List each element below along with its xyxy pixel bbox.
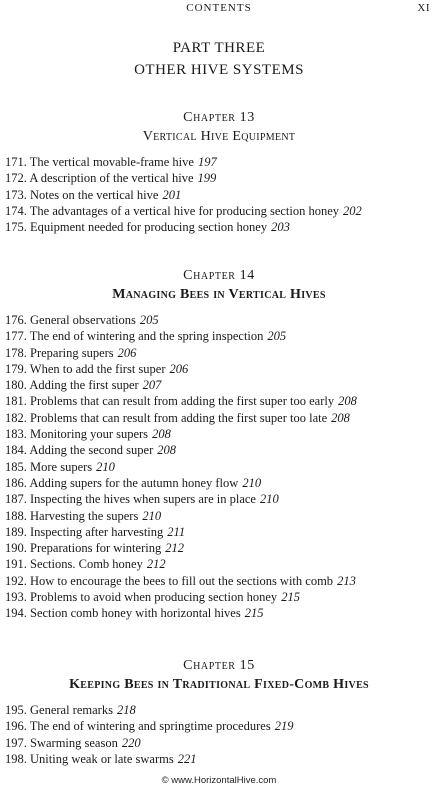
entry-page-number: 212 — [165, 541, 184, 556]
toc-entry[interactable] — [5, 393, 430, 409]
toc-entry[interactable] — [5, 702, 430, 718]
chapter-title: Keeping Bees in Traditional Fixed-Comb Hives — [69, 677, 369, 692]
entry-page-number: 199 — [197, 171, 217, 186]
entry-page-number: 215 — [244, 606, 264, 621]
entry-page-number: 212 — [146, 557, 166, 572]
entry-number: 174. — [5, 203, 27, 218]
entry-page-number: 208 — [157, 443, 176, 458]
toc-entry[interactable] — [5, 751, 430, 767]
entry-title: The advantages of a vertical hive for producing section honey — [29, 203, 340, 218]
entry-title: Harvesting the supers — [30, 508, 139, 523]
entry-number: 197. — [5, 735, 27, 750]
entry-number: 181. — [5, 394, 27, 409]
entry-page-number: 208 — [331, 410, 350, 425]
toc-entry[interactable] — [5, 459, 430, 475]
entry-number: 186. — [5, 475, 27, 490]
entry-title: General observations — [30, 313, 136, 327]
entry-number: 193. — [5, 590, 27, 605]
entry-title: Problems that can result from adding the first super too early — [30, 394, 335, 409]
chapter-number: Chapter 15 — [183, 658, 255, 673]
entry-page-number: 218 — [116, 703, 136, 717]
entry-number: 171. — [5, 155, 27, 169]
chapter-number: Chapter 13 — [183, 110, 255, 125]
footer-copyright[interactable]: © www.HorizontalHive.com — [161, 775, 277, 786]
toc-entry[interactable] — [5, 312, 430, 328]
entry-page-number: 208 — [152, 427, 171, 442]
entry-page-number: 219 — [274, 719, 294, 734]
toc-entry[interactable] — [5, 328, 430, 344]
chapter-15-entries — [5, 702, 430, 767]
chapter-14-entries — [5, 312, 430, 622]
toc-entry[interactable] — [5, 735, 430, 751]
toc-entry[interactable] — [5, 508, 430, 524]
entry-page-number: 207 — [142, 378, 162, 393]
entry-number: 183. — [5, 427, 27, 442]
part-number: PART THREE — [172, 40, 266, 56]
chapter-heading-15 — [0, 656, 438, 694]
entry-title: Swarming season — [30, 735, 118, 750]
entry-title: Section comb honey with horizontal hives — [30, 606, 241, 621]
entry-page-number: 201 — [162, 187, 182, 202]
entry-number: 179. — [5, 361, 27, 376]
entry-page-number: 215 — [281, 590, 300, 605]
entry-page-number: 197 — [197, 155, 217, 169]
entry-number: 188. — [5, 508, 27, 523]
entry-page-number: 220 — [121, 735, 141, 750]
entry-page-number: 210 — [142, 508, 162, 523]
entry-title: The vertical movable-frame hive — [29, 155, 194, 169]
entry-number: 176. — [5, 313, 27, 327]
entry-title: Preparations for wintering — [30, 541, 162, 556]
running-head-page-number: XI — [417, 2, 430, 14]
toc-entry[interactable] — [5, 361, 430, 377]
entry-number: 185. — [5, 459, 27, 474]
entry-number: 178. — [5, 345, 27, 360]
entry-number: 195. — [5, 703, 27, 717]
toc-entry[interactable] — [5, 170, 430, 186]
entry-title: Adding the first super — [29, 378, 139, 393]
entry-title: The end of wintering and the spring inspection — [29, 329, 264, 344]
chapter-number: Chapter 14 — [183, 268, 255, 283]
toc-entry[interactable] — [5, 154, 430, 170]
entry-title: When to add the first super — [29, 361, 166, 376]
toc-entry[interactable] — [5, 345, 430, 361]
entry-number: 184. — [5, 443, 27, 458]
entry-number: 175. — [5, 220, 27, 235]
toc-entry[interactable] — [5, 187, 430, 203]
entry-page-number: 211 — [167, 524, 186, 539]
entry-page-number: 221 — [177, 751, 197, 766]
entry-number: 192. — [5, 573, 27, 588]
toc-entry[interactable] — [5, 203, 430, 219]
entry-title: A description of the vertical hive — [29, 171, 194, 186]
entry-page-number: 206 — [117, 345, 137, 360]
chapter-heading-13 — [0, 108, 438, 146]
toc-entry[interactable] — [5, 524, 430, 540]
toc-entry[interactable] — [5, 605, 430, 621]
entry-title: Inspecting the hives when supers are in place — [30, 492, 256, 507]
running-head — [0, 2, 438, 16]
entry-title: Preparing supers — [30, 345, 114, 360]
entry-page-number: 205 — [139, 313, 159, 327]
entry-title: Adding supers for the autumn honey flow — [29, 475, 239, 490]
toc-entry[interactable] — [5, 491, 430, 507]
entry-number: 196. — [5, 719, 27, 734]
entry-page-number: 210 — [259, 492, 279, 507]
entry-title: Sections. Comb honey — [30, 557, 143, 572]
entry-title: Notes on the vertical hive — [30, 187, 159, 202]
entry-page-number: 210 — [242, 475, 262, 490]
entry-page-number: 205 — [267, 329, 287, 344]
entry-number: 187. — [5, 492, 27, 507]
toc-entry[interactable] — [5, 573, 430, 589]
entry-title: Equipment needed for producing section honey — [30, 220, 268, 235]
entry-title: How to encourage the bees to fill out the sections with comb — [30, 573, 334, 588]
entry-title: General remarks — [30, 703, 113, 717]
chapter-title: Managing Bees in Vertical Hives — [112, 287, 326, 302]
entry-number: 172. — [5, 171, 27, 186]
entry-number: 194. — [5, 606, 27, 621]
running-head-title: CONTENTS — [186, 2, 252, 14]
entry-title: Problems that can result from adding the first super too late — [30, 410, 328, 425]
entry-title: Problems to avoid when producing section honey — [30, 590, 278, 605]
toc-entry[interactable] — [5, 540, 430, 556]
entry-title: More supers — [30, 459, 93, 474]
entry-page-number: 213 — [337, 573, 356, 588]
entry-number: 189. — [5, 524, 27, 539]
part-heading — [0, 37, 438, 81]
chapter-heading-14 — [0, 266, 438, 304]
part-title: OTHER HIVE SYSTEMS — [134, 62, 304, 78]
toc-entry[interactable] — [5, 410, 430, 426]
entry-number: 191. — [5, 557, 27, 572]
chapter-title: Vertical Hive Equipment — [142, 129, 296, 144]
entry-page-number: 208 — [338, 394, 357, 409]
entry-number: 190. — [5, 541, 27, 556]
entry-page-number: 206 — [169, 361, 189, 376]
toc-entry[interactable] — [5, 219, 430, 235]
toc-entry[interactable] — [5, 589, 430, 605]
toc-entry[interactable] — [5, 718, 430, 734]
toc-entry[interactable] — [5, 475, 430, 491]
toc-entry[interactable] — [5, 426, 430, 442]
toc-entry[interactable] — [5, 442, 430, 458]
entry-title: Inspecting after harvesting — [30, 524, 164, 539]
entry-page-number: 202 — [343, 203, 362, 218]
entry-number: 182. — [5, 410, 27, 425]
entry-title: Adding the second super — [29, 443, 154, 458]
entry-title: Monitoring your supers — [30, 427, 149, 442]
toc-entry[interactable] — [5, 556, 430, 572]
entry-number: 180. — [5, 378, 27, 393]
entry-title: The end of wintering and springtime procedures — [29, 719, 271, 734]
entry-number: 173. — [5, 187, 27, 202]
chapter-13-entries — [5, 154, 430, 235]
toc-entry[interactable] — [5, 377, 430, 393]
entry-page-number: 203 — [271, 220, 290, 235]
entry-number: 177. — [5, 329, 27, 344]
entry-number: 198. — [5, 751, 27, 766]
entry-page-number: 210 — [96, 459, 115, 474]
entry-title: Uniting weak or late swarms — [30, 751, 174, 766]
